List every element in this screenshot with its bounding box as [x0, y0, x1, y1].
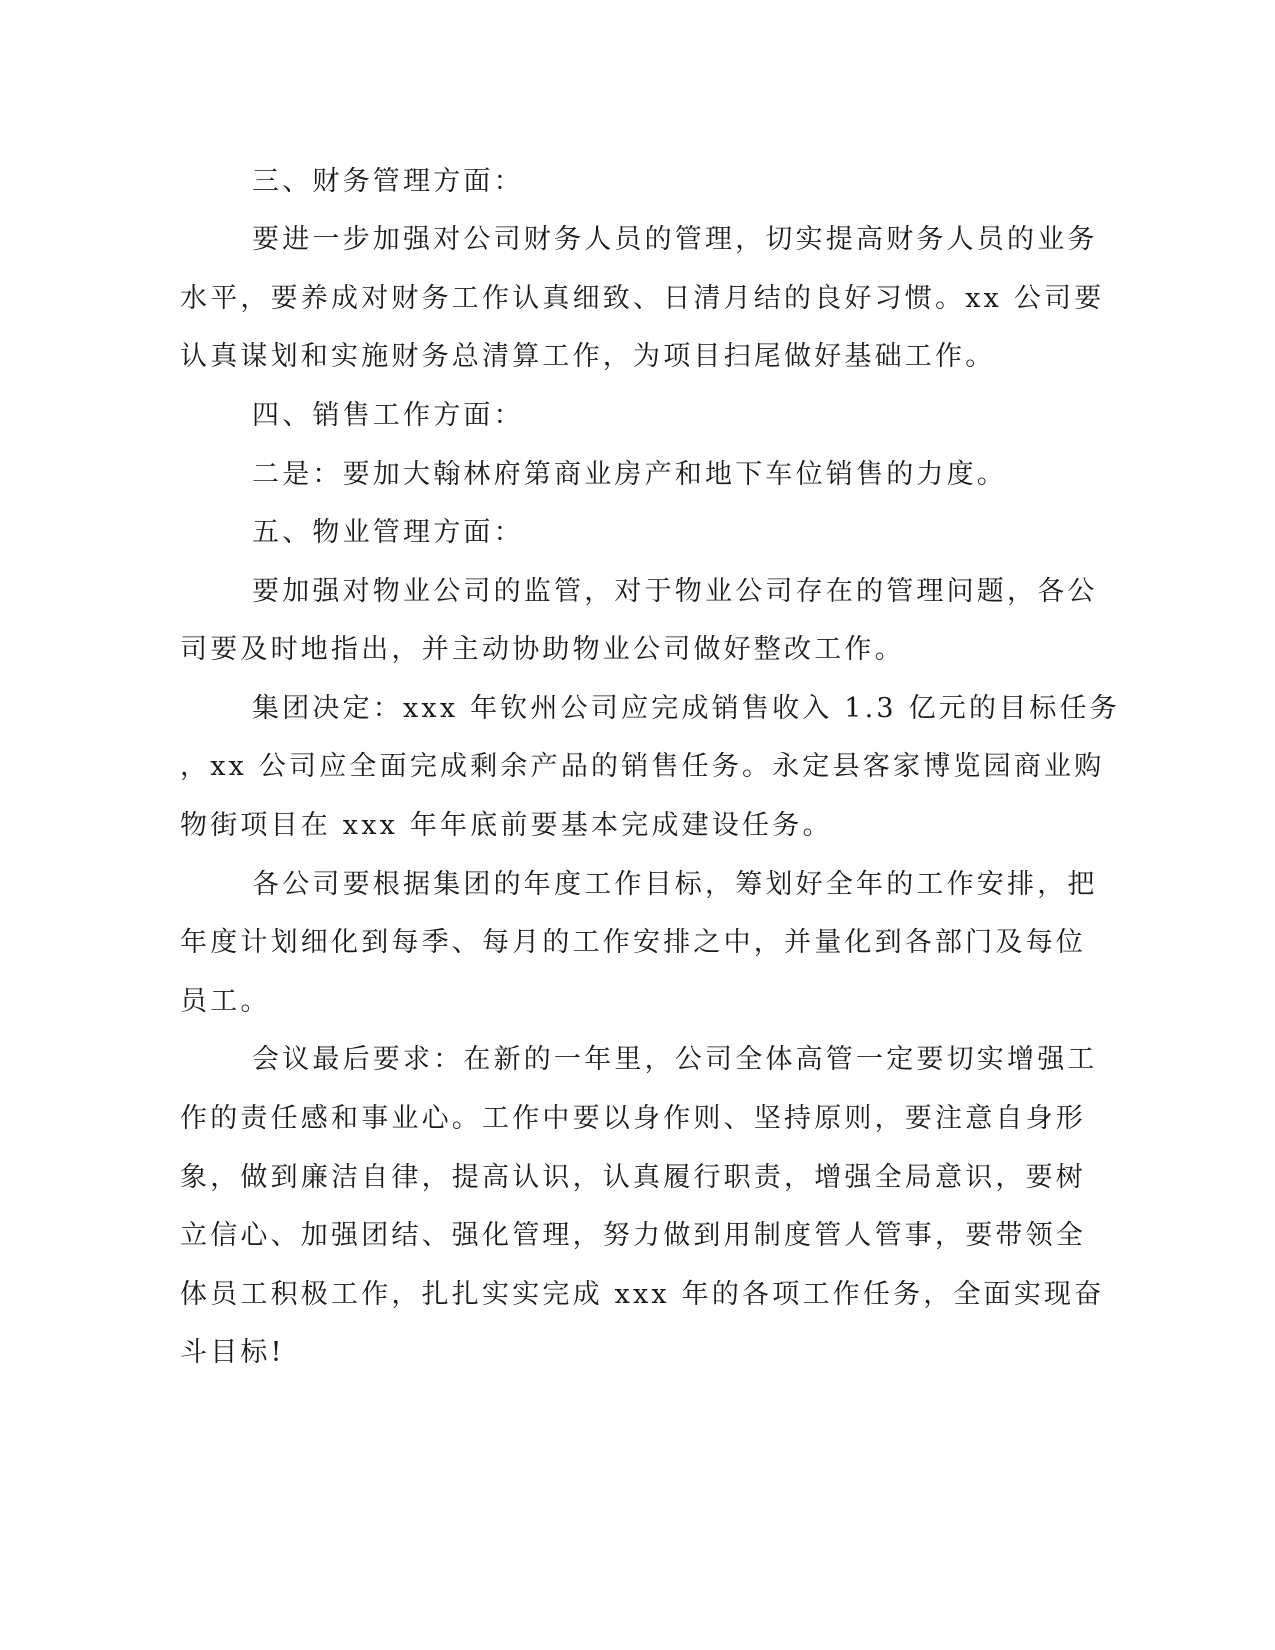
paragraph-line: 斗目标! [180, 1337, 285, 1368]
paragraph-line: 司要及时地指出，并主动协助物业公司做好整改工作。 [180, 634, 905, 665]
paragraph-line: ，xx 公司应全面完成剩余产品的销售任务。永定县客家博览园商业购 [180, 751, 1105, 782]
paragraph-line: 立信心、加强团结、强化管理，努力做到用制度管人管事，要带领全 [180, 1220, 1086, 1251]
paragraph-line: 要加强对物业公司的监管，对于物业公司存在的管理问题，各公 [252, 576, 1098, 607]
paragraph-line: 会议最后要求：在新的一年里，公司全体高管一定要切实增强工 [252, 1044, 1098, 1075]
paragraph-line: 要进一步加强对公司财务人员的管理，切实提高财务人员的业务 [252, 224, 1098, 255]
section-heading-finance: 三、财务管理方面： [252, 166, 524, 197]
paragraph-line: 年度计划细化到每季、每月的工作安排之中，并量化到各部门及每位 [180, 927, 1086, 958]
paragraph-line: 物街项目在 xxx 年年底前要基本完成建设任务。 [180, 810, 833, 841]
paragraph-line: 象，做到廉洁自律，提高认识，认真履行职责，增强全局意识，要树 [180, 1162, 1086, 1193]
section-heading-property: 五、物业管理方面： [252, 517, 524, 548]
paragraph-line: 二是：要加大翰林府第商业房产和地下车位销售的力度。 [252, 459, 1007, 490]
paragraph-line: 体员工积极工作，扎扎实实完成 xxx 年的各项工作任务，全面实现奋 [180, 1279, 1105, 1310]
paragraph-line: 认真谋划和实施财务总清算工作，为项目扫尾做好基础工作。 [180, 341, 996, 372]
paragraph-line: 各公司要根据集团的年度工作目标，筹划好全年的工作安排，把 [252, 869, 1098, 900]
paragraph-line: 作的责任感和事业心。工作中要以身作则、坚持原则，要注意自身形 [180, 1103, 1086, 1134]
paragraph-line: 集团决定：xxx 年钦州公司应完成销售收入 1.3 亿元的目标任务 [252, 693, 1120, 724]
paragraph-line: 员工。 [180, 986, 271, 1017]
section-heading-sales: 四、销售工作方面： [252, 400, 524, 431]
paragraph-line: 水平，要养成对财务工作认真细致、日清月结的良好习惯。xx 公司要 [180, 283, 1105, 314]
